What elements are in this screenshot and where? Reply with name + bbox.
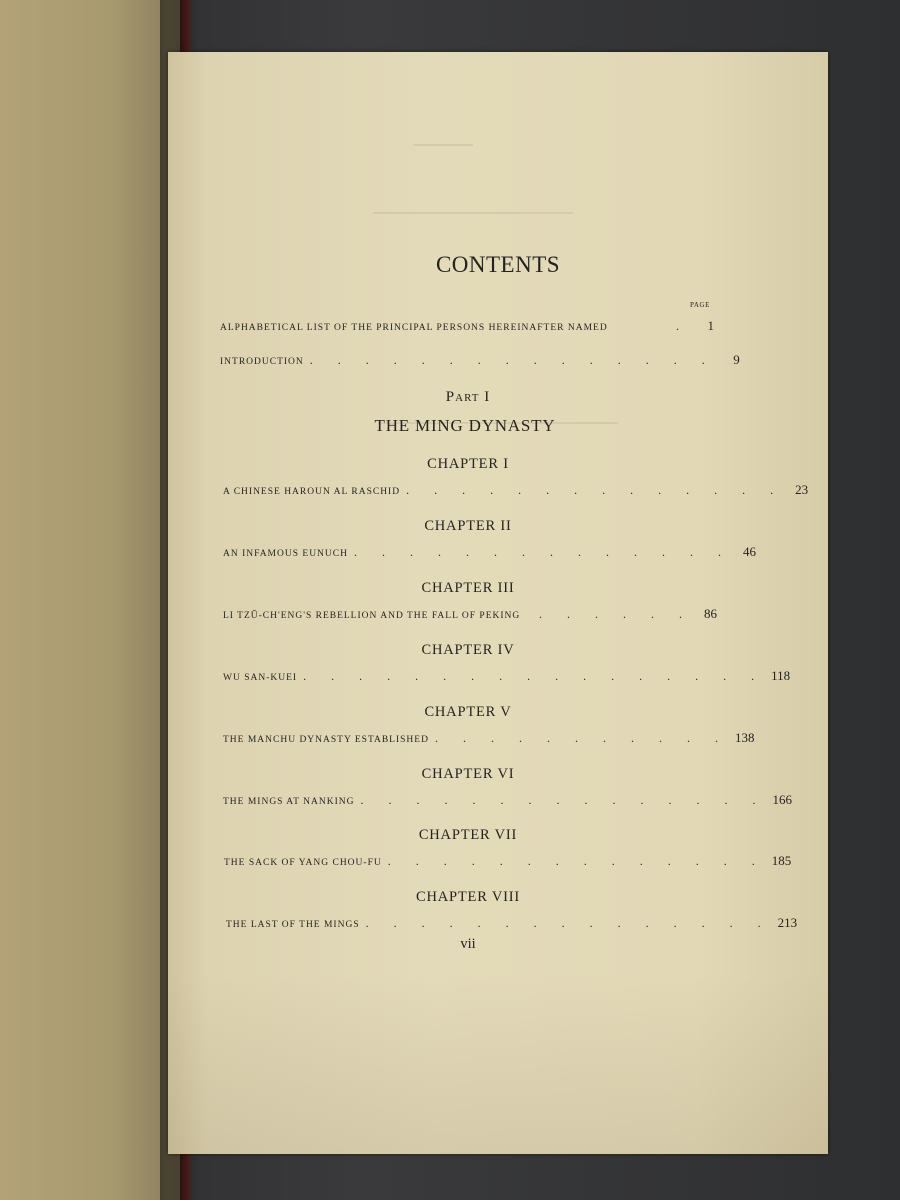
toc-entry-page: 118 xyxy=(771,668,791,683)
toc-entry-page: 46 xyxy=(742,544,756,559)
toc-entry-page: 9 xyxy=(733,352,740,367)
toc-entry-title: THE LAST OF THE MINGS xyxy=(226,920,360,930)
toc-entry-chapter-5[interactable] xyxy=(223,730,755,746)
page-shade xyxy=(168,974,828,1154)
page-title: CONTENTS xyxy=(435,252,561,277)
toc-entry-title: AN INFAMOUS EUNUCH xyxy=(223,549,348,559)
dot-leader: . . . . . . xyxy=(539,607,693,621)
toc-entry-title: INTRODUCTION xyxy=(220,357,304,367)
toc-entry-page: 185 xyxy=(771,853,792,868)
page-column-label: PAGE xyxy=(690,301,711,309)
toc-entry-title: THE MANCHU DYNASTY ESTABLISHED xyxy=(223,735,429,745)
chapter-heading: CHAPTER VIII xyxy=(416,889,520,905)
dot-leader: . xyxy=(676,319,690,333)
dot-leader: . . . . . . . . . . . . . . . xyxy=(360,793,767,807)
left-facing-page xyxy=(0,0,184,1200)
toc-entry-chapter-8[interactable] xyxy=(226,915,798,931)
toc-entry-page: 213 xyxy=(777,915,798,930)
toc-entry-title: LI TZŬ-CH'ENG'S REBELLION AND THE FALL OF PEKING xyxy=(223,611,521,621)
toc-entry-chapter-7[interactable] xyxy=(224,853,792,869)
toc-entry-chapter-4[interactable] xyxy=(223,668,791,684)
toc-entry-chapter-3[interactable] xyxy=(223,606,717,622)
toc-entry-page: 1 xyxy=(707,318,714,333)
toc-entry-page: 138 xyxy=(734,730,755,745)
chapter-heading: CHAPTER II xyxy=(424,518,512,534)
toc-entry-page: 86 xyxy=(704,606,717,621)
toc-entry-introduction[interactable] xyxy=(220,352,740,368)
toc-entry-chapter-2[interactable] xyxy=(223,544,756,560)
part-label-initial: P xyxy=(445,389,456,405)
toc-entry-alphabetical-list[interactable] xyxy=(220,318,714,334)
toc-entry-page: 166 xyxy=(772,792,792,807)
chapter-heading: CHAPTER VI xyxy=(421,766,515,782)
dot-leader: . . . . . . . . . . . . . . . xyxy=(309,353,716,367)
show-through xyxy=(413,144,473,146)
part-label xyxy=(168,389,768,406)
toc-entry-title: A CHINESE HAROUN AL RASCHID xyxy=(223,487,401,497)
dot-leader: . . . . . . . . . . . xyxy=(434,731,729,745)
contents-page xyxy=(168,52,828,1154)
toc-entry-title: THE SACK OF YANG CHOU-FU xyxy=(224,858,382,868)
page-folio: vii xyxy=(460,936,476,952)
toc-entry-title: ALPHABETICAL LIST OF THE PRINCIPAL PERSONS HEREINAFTER NAMED xyxy=(220,323,608,333)
dot-leader: . . . . . . . . . . . . . . xyxy=(353,545,732,559)
chapter-heading: CHAPTER V xyxy=(424,704,512,720)
part-label-smallcaps: ART xyxy=(455,392,480,404)
part-title: THE MING DYNASTY xyxy=(374,416,556,435)
toc-entry-page: 23 xyxy=(795,482,809,497)
toc-entry-chapter-6[interactable] xyxy=(223,792,792,808)
toc-entry-title: WU SAN-KUEI xyxy=(223,673,298,683)
chapter-heading: CHAPTER III xyxy=(421,580,515,596)
dot-leader: . . . . . . . . . . . . . . . xyxy=(365,916,772,930)
dot-leader: . . . . . . . . . . . . . . xyxy=(406,483,785,497)
toc-entry-title: THE MINGS AT NANKING xyxy=(223,797,355,807)
chapter-heading: CHAPTER VII xyxy=(418,827,518,843)
chapter-heading: CHAPTER IV xyxy=(421,642,515,658)
part-label-number: I xyxy=(484,389,491,405)
show-through xyxy=(373,212,573,214)
toc-entry-chapter-1[interactable] xyxy=(223,482,809,498)
dot-leader: . . . . . . . . . . . . . . . . . xyxy=(303,669,766,683)
chapter-heading: CHAPTER I xyxy=(427,456,509,472)
dot-leader: . . . . . . . . . . . . . . xyxy=(387,854,766,868)
